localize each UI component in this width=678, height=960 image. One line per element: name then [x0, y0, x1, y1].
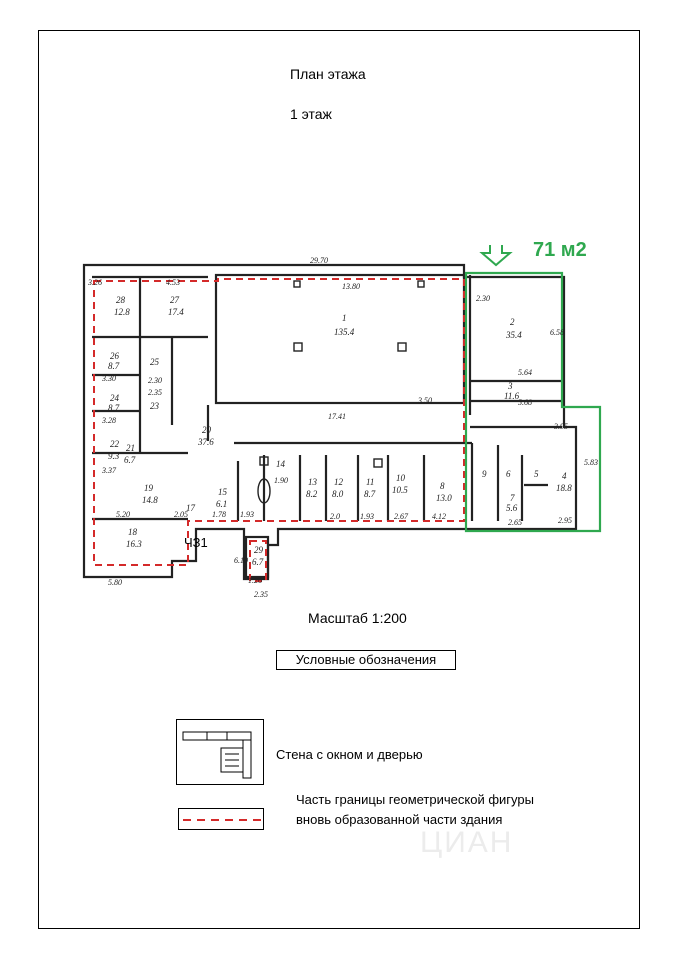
- dim-13-80: 13.80: [342, 282, 360, 291]
- legend-title: Условные обозначения: [276, 650, 456, 670]
- room-9-num: 9: [482, 469, 487, 479]
- room-19-area: 14.8: [142, 495, 158, 505]
- dim-small: 1.93: [360, 512, 374, 521]
- dim-small: 2.30: [148, 376, 162, 385]
- room-24-num: 24: [110, 393, 119, 403]
- dim-small: 4.12: [432, 512, 446, 521]
- room-10-num: 10: [396, 473, 405, 483]
- dim-small: 3.30: [102, 374, 116, 383]
- room-4-num: 4: [562, 471, 567, 481]
- dim-small: 3.28: [102, 416, 116, 425]
- arrow-down-icon: [482, 245, 510, 265]
- plan-title: План этажа: [290, 66, 366, 82]
- room-12-num: 12: [334, 477, 343, 487]
- watermark: ЦИАН: [420, 826, 514, 859]
- legend-boundary-line-1: Часть границы геометрической фигуры: [296, 792, 534, 807]
- room-25-num: 25: [150, 357, 159, 367]
- dim-small: 3.37: [102, 466, 116, 475]
- room-21-num: 21: [126, 443, 135, 453]
- room-13-area: 8.2: [306, 489, 318, 499]
- dim-small: 4.53: [166, 278, 180, 287]
- legend-boundary-label: [296, 790, 616, 830]
- dim-small: 5.64: [518, 368, 532, 377]
- dim-small: 3.95: [554, 422, 568, 431]
- room-3-num: 3: [508, 381, 513, 391]
- room-2-area: 35.4: [506, 330, 522, 340]
- dim-small: 3.26: [88, 278, 102, 287]
- dashed-boundary-symbol: [178, 808, 264, 830]
- room-17-num: 17: [186, 503, 195, 513]
- room-22-num: 22: [110, 439, 119, 449]
- room-29-num: 29: [254, 545, 263, 555]
- room-11-area: 8.7: [364, 489, 376, 499]
- dim-small: 2.0: [330, 512, 340, 521]
- room-28-num: 28: [116, 295, 125, 305]
- room-7-num: 7: [510, 493, 515, 503]
- dim-small: 5.83: [584, 458, 598, 467]
- dim-small: 2.35: [148, 388, 162, 397]
- room-15-area: 6.1: [216, 499, 228, 509]
- room-4-area: 18.8: [556, 483, 572, 493]
- room-18-area: 16.3: [126, 539, 142, 549]
- room-2-num: 2: [510, 317, 515, 327]
- floor-plan: [78, 245, 618, 605]
- room-27-area: 17.4: [168, 307, 184, 317]
- room-7-area: 5.6: [506, 503, 518, 513]
- room-8-num: 8: [440, 481, 445, 491]
- corridor-label: ЧЗ1: [184, 535, 208, 550]
- room-22-area: 9.3: [108, 451, 120, 461]
- room-26-num: 26: [110, 351, 119, 361]
- room-10-area: 10.5: [392, 485, 408, 495]
- room-21-area: 6.7: [124, 455, 136, 465]
- dim-small: 1.26: [248, 576, 262, 585]
- scale-label: Масштаб 1:200: [308, 610, 407, 626]
- room-13-num: 13: [308, 477, 317, 487]
- dim-small: 5.20: [116, 510, 130, 519]
- dim-29-70: 29.70: [310, 256, 328, 265]
- room-20-area: 37.6: [198, 437, 214, 447]
- dim-small: 1.93: [240, 510, 254, 519]
- legend-boundary-line-2: вновь образованной части здания: [296, 812, 503, 827]
- floor-label: 1 этаж: [290, 106, 332, 122]
- dim-17-41: 17.41: [328, 412, 346, 421]
- room-18-num: 18: [128, 527, 137, 537]
- dim-small: 1.78: [212, 510, 226, 519]
- dim-small: 2.67: [394, 512, 408, 521]
- room-3-area: 11.6: [504, 391, 520, 401]
- room-11-num: 11: [366, 477, 375, 487]
- room-labels: [108, 295, 572, 567]
- room-26-area: 8.7: [108, 361, 120, 371]
- column-markers: [258, 281, 424, 503]
- dim-small: 2.65: [508, 518, 522, 527]
- wall-window-door-symbol: [176, 719, 264, 785]
- room-19-num: 19: [144, 483, 153, 493]
- dim-small: 5.68: [518, 398, 532, 407]
- dim-small: 6.10: [234, 556, 248, 565]
- legend-wall-label: Стена с окном и дверью: [276, 747, 423, 762]
- dim-small: 6.58: [550, 328, 564, 337]
- dim-small: 2.30: [476, 294, 490, 303]
- room-12-area: 8.0: [332, 489, 344, 499]
- room-15-num: 15: [218, 487, 227, 497]
- room-5-num: 5: [534, 469, 539, 479]
- dim-5-80: 5.80: [108, 578, 122, 587]
- room-20-num: 20: [202, 425, 211, 435]
- dim-small: 2.95: [558, 516, 572, 525]
- room-28-area: 12.8: [114, 307, 130, 317]
- room-1-num: 1: [342, 313, 347, 323]
- room-24-area: 8.7: [108, 403, 120, 413]
- room-8-area: 13.0: [436, 493, 452, 503]
- dim-2-35: 2.35: [254, 590, 268, 599]
- dim-small: 3.50: [418, 396, 432, 405]
- room-27-num: 27: [170, 295, 179, 305]
- room-23-num: 23: [150, 401, 159, 411]
- dim-small: 1.90: [274, 476, 288, 485]
- highlight-area-label: 71 м2: [533, 239, 587, 261]
- room-14-num: 14: [276, 459, 285, 469]
- room-6-num: 6: [506, 469, 511, 479]
- room-1-area: 135.4: [334, 327, 355, 337]
- dim-small: 2.05: [174, 510, 188, 519]
- room-29-area: 6.7: [252, 557, 264, 567]
